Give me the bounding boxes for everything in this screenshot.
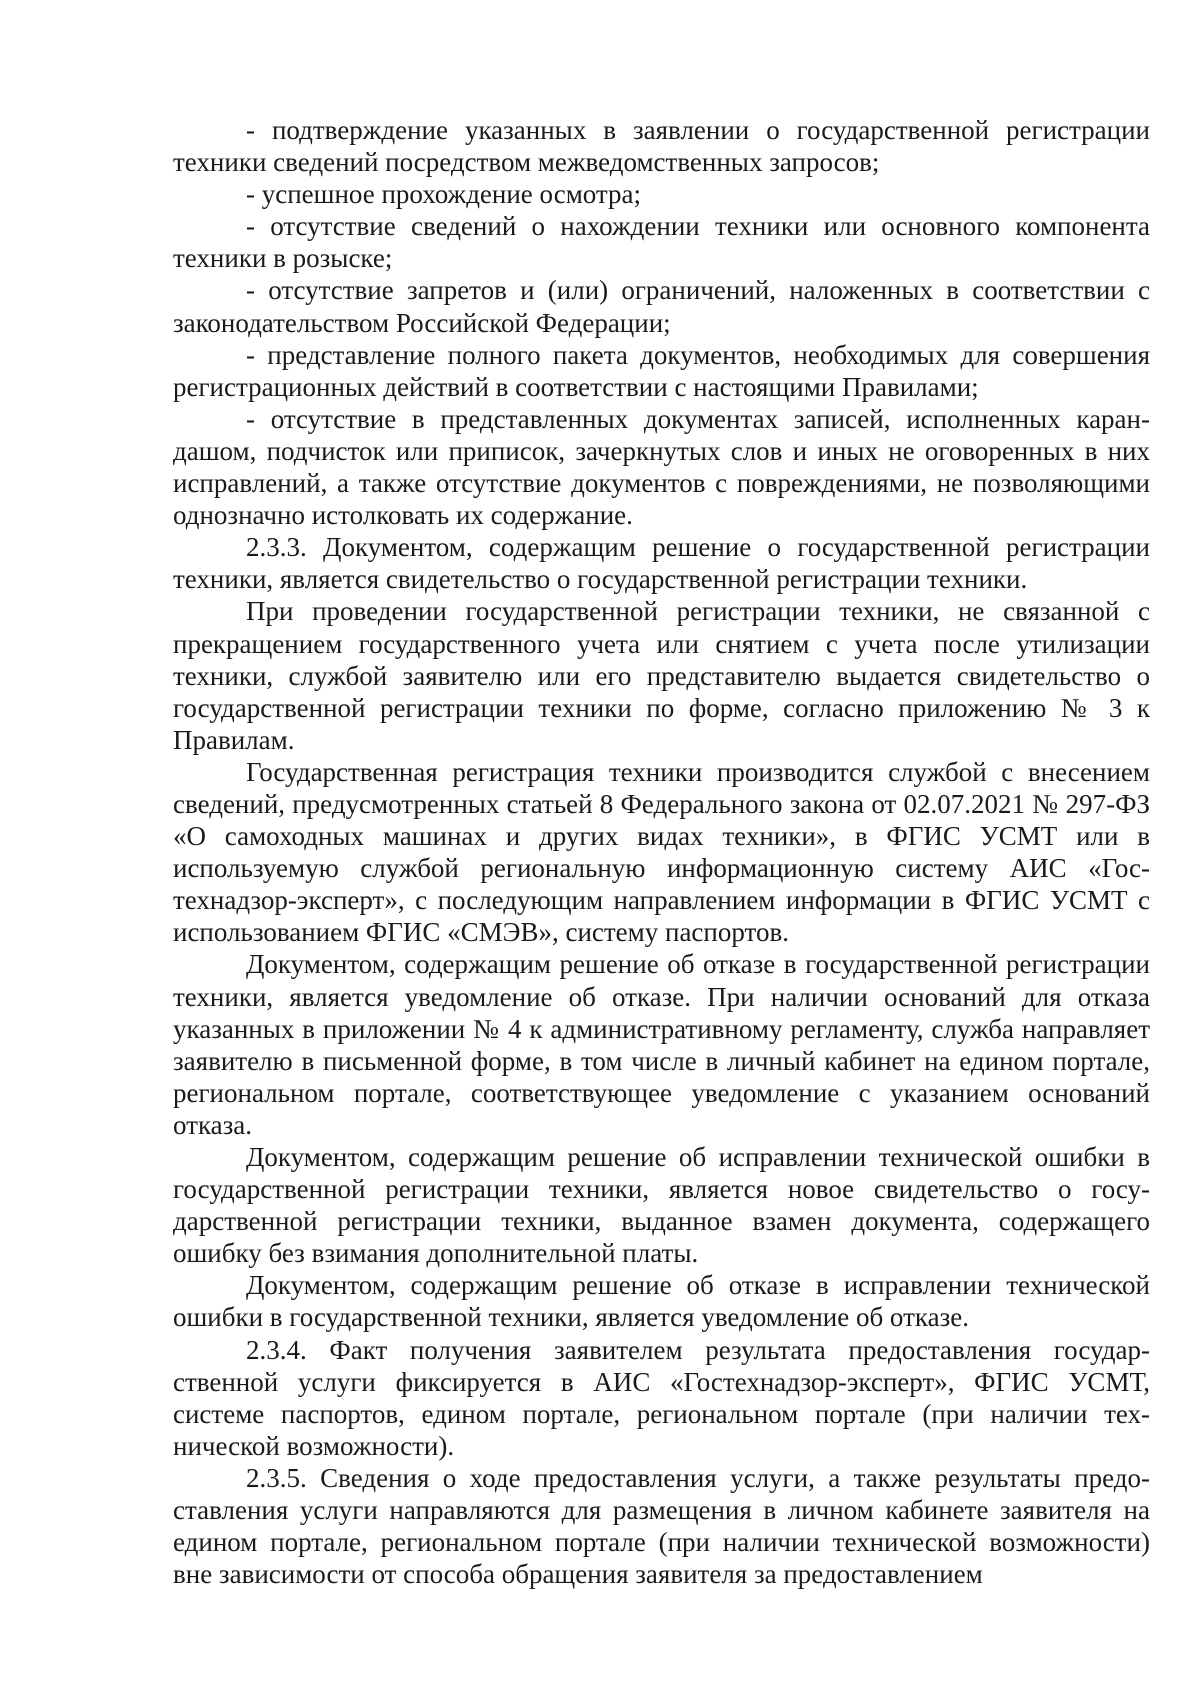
paragraph-correction-refusal: Документом, содержащим решение об отказе в исправлении технической ошибки в государственной техники, является уведомление об отказе. — [173, 1270, 1150, 1333]
paragraph-2-3-3: 2.3.3. Документом, содержащим решение о государственной регистрации техники, является свидетельство о государственной регистрации техники. — [173, 532, 1150, 595]
paragraph-confirmation-requests: - подтверждение указанных в заявлении о государственной регистрации техники сведений посредством межведомственных запросов; — [173, 115, 1150, 178]
paragraph-refusal-notice: Документом, содержащим решение об отказе в государственной регистрации техники, является уведомление об отказе. При наличии оснований для отказа указанных в приложении № 4 к административному регламенту, служба направляет заявителю в письменной форме, в том числе в личный кабинет на едином портале, региональном портале, соответствующее уведомление с указанием оснований отказа. — [173, 949, 1150, 1140]
paragraph-not-wanted: - отсутствие сведений о нахождении техники или основного компонента техники в розыске; — [173, 211, 1150, 274]
paragraph-registration-systems: Государственная регистрация техники производится службой с внесением сведений, предусмотренных статьей 8 Федерального закона от 02.07.2021 № 297-ФЗ «О самоходных машинах и других видах техники», в ФГИС УСМТ или в используемую службой региональную информационную систему АИС «Гостехнадзор-эксперт», с последующим направлением информации в ФГИС УСМТ с использованием ФГИС «СМЭВ», систему паспортов. — [173, 756, 1150, 948]
paragraph-no-corrections: - отсутствие в представленных документах записей, исполненных карандашом, подчисток или приписок, зачеркнутых слов и иных не оговоренных в них исправлений, а также отсутствие документов с повреждениями, не позволяющими однозначно истолковать их содержание. — [173, 403, 1150, 531]
paragraph-2-3-5: 2.3.5. Сведения о ходе предоставления услуги, а также результаты предоставления услуги направляются для размещения в личном кабинете заявителя на едином портале, региональном портале (при наличии технической возможности) вне зависимости от способа обращения заявителя за предоставлением — [173, 1462, 1150, 1590]
paragraph-certificate-issue: При проведении государственной регистрации техники, не связанной с прекращением государственного учета или снятием с учета после утилизации техники, службой заявителю или его представителю выдается свидетельство о государственной регистрации техники по форме, согласно приложению № 3 к Правилам. — [173, 596, 1150, 755]
paragraph-2-3-4: 2.3.4. Факт получения заявителем результата предоставления государственной услуги фиксируется в АИС «Гостехнадзор-эксперт», ФГИС УСМТ, системе паспортов, едином портале, региональном портале (при наличии технической возможности). — [173, 1334, 1150, 1461]
document-body — [173, 114, 1150, 1590]
paragraph-full-document-package: - представление полного пакета документов, необходимых для совершения регистрационных действий в соответствии с настоящими Правилами; — [173, 339, 1150, 402]
paragraph-no-restrictions: - отсутствие запретов и (или) ограничений, наложенных в соответствии с законодательством Российской Федерации; — [173, 275, 1150, 338]
paragraph-inspection: - успешное прохождение осмотра; — [246, 179, 642, 210]
paragraph-error-correction: Документом, содержащим решение об исправлении технической ошибки в государственной регистрации техники, является новое свидетельство о государственной регистрации техники, выданное взамен документа, содержащего ошибку без взимания дополнительной платы. — [173, 1142, 1150, 1269]
